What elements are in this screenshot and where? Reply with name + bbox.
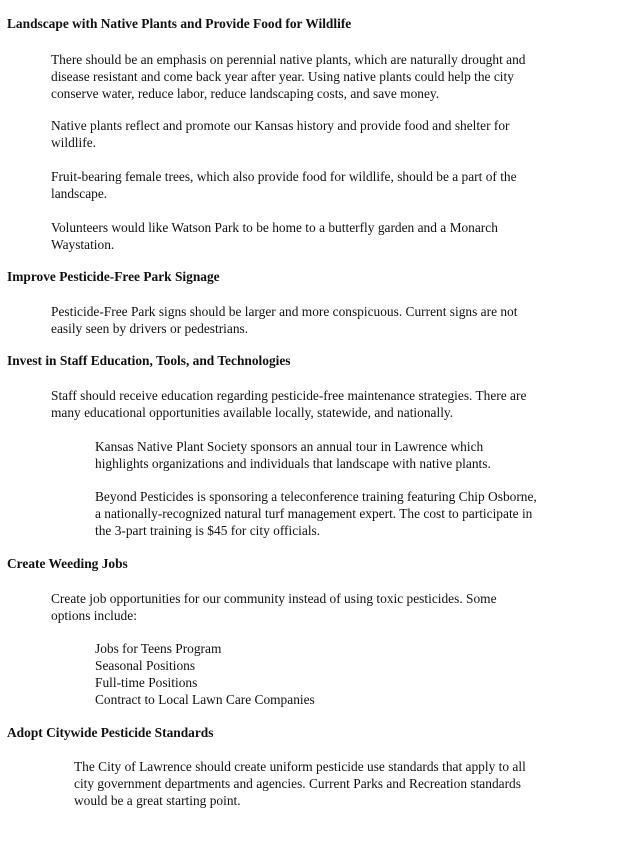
section-heading: Create Weeding Jobs xyxy=(7,556,128,571)
paragraph-line: disease resistant and come back year after year. Using native plants could help the city xyxy=(51,69,514,84)
paragraph-line: the 3-part training is $45 for city officials. xyxy=(95,523,321,538)
paragraph-line: highlights organizations and individuals that landscape with native plants. xyxy=(95,456,491,471)
section-heading: Improve Pesticide-Free Park Signage xyxy=(7,269,220,284)
section-heading: Landscape with Native Plants and Provide Food for Wildlife xyxy=(7,16,352,31)
paragraph-line: Kansas Native Plant Society sponsors an annual tour in Lawrence which xyxy=(95,439,484,454)
paragraph-line: city government departments and agencies. Current Parks and Recreation standards xyxy=(74,776,521,791)
paragraph-line: many educational opportunities available locally, statewide, and nationally. xyxy=(51,405,454,420)
paragraph-line: Waystation. xyxy=(51,237,115,252)
paragraph-line: Volunteers would like Watson Park to be home to a butterfly garden and a Monarch xyxy=(51,220,498,235)
list-item: Jobs for Teens Program xyxy=(95,641,222,656)
paragraph-line: Pesticide-Free Park signs should be larger and more conspicuous. Current signs are not xyxy=(51,304,518,319)
paragraph-line: The City of Lawrence should create uniform pesticide use standards that apply to all xyxy=(74,759,526,774)
list-item: Seasonal Positions xyxy=(95,658,196,673)
section-heading: Invest in Staff Education, Tools, and Technologies xyxy=(7,353,291,368)
list-item: Full-time Positions xyxy=(95,675,198,690)
paragraph-line: Create job opportunities for our community instead of using toxic pesticides. Some xyxy=(51,591,497,606)
paragraph-line: landscape. xyxy=(51,186,108,201)
paragraph-line: a nationally-recognized natural turf management expert. The cost to participate in xyxy=(95,506,533,521)
paragraph-line: would be a great starting point. xyxy=(74,793,241,808)
paragraph-line: conserve water, reduce labor, reduce landscaping costs, and save money. xyxy=(51,86,440,101)
paragraph-line: wildlife. xyxy=(51,135,96,150)
paragraph-line: Beyond Pesticides is sponsoring a teleconference training featuring Chip Osborne, xyxy=(95,489,537,504)
paragraph-line: options include: xyxy=(51,608,137,623)
list-item: Contract to Local Lawn Care Companies xyxy=(95,692,315,707)
paragraph-line: Native plants reflect and promote our Kansas history and provide food and shelter for xyxy=(51,118,510,133)
paragraph-line: Fruit-bearing female trees, which also provide food for wildlife, should be a part of the xyxy=(51,169,517,184)
paragraph-line: There should be an emphasis on perennial native plants, which are naturally drought and xyxy=(51,52,526,67)
paragraph-line: easily seen by drivers or pedestrians. xyxy=(51,321,249,336)
section-heading: Adopt Citywide Pesticide Standards xyxy=(7,725,214,740)
paragraph-line: Staff should receive education regarding pesticide-free maintenance strategies. There are xyxy=(51,388,527,403)
